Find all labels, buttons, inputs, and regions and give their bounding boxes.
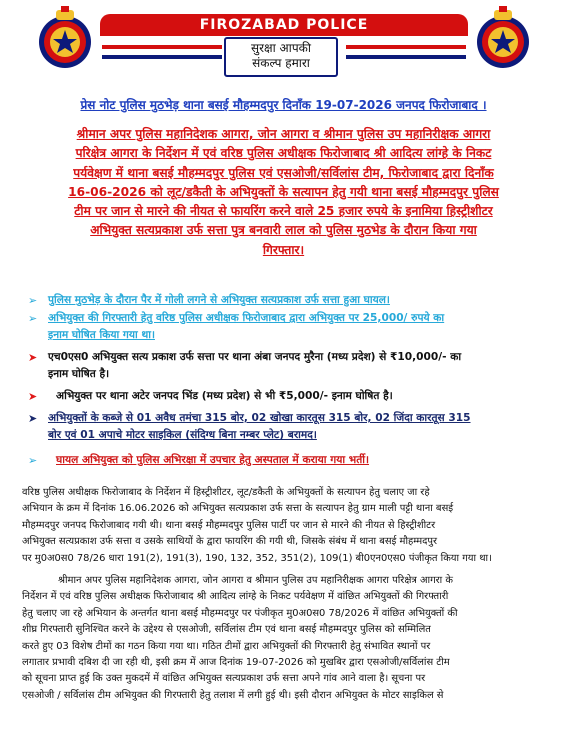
intro-line: टीम पर जान से मारने की नीयत से फायरिंग करने वाले 25 हजार रुपये के इनामिया हिस्ट्रीशीटर	[74, 204, 493, 219]
paragraph-line: अभियान के क्रम में दिनांक 16.06.2026 को अभियुक्त सत्यप्रकाश उर्फ सत्ता के सत्यापन हेतु ग्राम माली पट्टी थाना बसई	[22, 503, 454, 515]
bullet-item	[28, 388, 548, 405]
paragraph-line: एसओजी / सर्विलांस टीम अभियुक्त की गिरफ्तारी हेतु तलाश में लगी हुई थी। इसी दौरान अभियुक्त के मोटर साइकिल से	[22, 689, 444, 701]
bullet-line: अभियुक्त की गिरफ्तारी हेतु वरिष्ठ पुलिस अधीक्षक फिरोजाबाद द्वारा अभियुक्त पर 25,000/ रुपये का	[48, 312, 445, 324]
paragraph-line: पर मु0अ0स0 78/26 धारा 191(2), 191(3), 190, 132, 352, 351(2), 109(1) बी0एन0एस0 पंजीकृत किया गया था।	[22, 552, 492, 564]
header-banner	[34, 6, 534, 76]
arrow-bullet-icon: ➢	[28, 454, 38, 467]
body-paragraph-2	[22, 573, 545, 704]
bullet-line: अभियुक्त पर थाना अटेर जनपद भिंड (मध्य प्रदेश) से भी ₹5,000/- इनाम घोषित है।	[56, 390, 393, 402]
intro-line: पर्यवेक्षण में थाना बसई मौहम्मदपुर पुलिस एवं एसओजी/सर्विलांस टीम, फिरोजाबाद द्वारा दिनाँक	[73, 165, 494, 180]
org-name: FIROZABAD POLICE	[100, 14, 468, 36]
paragraph-line: मौहम्मदपुर जनपद फिरोजाबाद गयी थी। थाना बसई मौहम्मदपुर पुलिस पार्टी पर जान से मारने की नीयत से हिस्ट्रीशीटर	[22, 519, 436, 531]
arrow-bullet-icon: ➤	[28, 412, 38, 425]
arrow-bullet-icon: ➢	[28, 294, 38, 307]
bullet-item	[28, 410, 548, 444]
bullet-item	[28, 349, 548, 383]
bullet-item	[28, 310, 548, 344]
intro-line: 16-06-2026 को लूट/डकैती के अभियुक्तों के सत्यापन हेतु गयी थाना बसई मौहम्मदपुर पुलिस	[68, 184, 499, 199]
police-emblem-icon	[34, 6, 96, 74]
bullet-line: पुलिस मुठभेड़ के दौरान पैर में गोली लगने से अभियुक्त सत्यप्रकाश उर्फ सत्ता हुआ घायल।	[48, 294, 390, 306]
bullet-line: घायल अभियुक्त को पुलिस अभिरक्षा में उपचार हेतु अस्पताल में कराया गया भर्ती।	[56, 454, 370, 466]
paragraph-line: वरिष्ठ पुलिस अधीक्षक फिरोजाबाद के निर्देशन में हिस्ट्रीशीटर, लूट/डकैती के अभियुक्तों के सत्यापन हेतु चलाए जा रहे	[22, 487, 430, 498]
bullet-line: इनाम घोषित किया गया था।	[48, 329, 155, 341]
intro-summary	[22, 125, 545, 260]
bullet-line: इनाम घोषित है।	[48, 368, 110, 380]
bullet-line: अभियुक्तों के कब्जे से 01 अवैध तमंचा 315 बोर, 02 खोखा कारतूस 315 बोर, 02 जिंदा कारतूस 315	[48, 412, 471, 424]
paragraph-line: शीघ्र गिरफ्तारी सुनिश्चित करने के उद्देश्य से एसओजी, सर्विलांस टीम एवं थाना बसई मौहम्मदपुर पुलिस को सम्मिलित	[22, 624, 431, 636]
slogan-line-2: संकल्प हमारा	[252, 56, 310, 70]
intro-line: श्रीमान अपर पुलिस महानिदेशक आगरा, जोन आगरा व श्रीमान पुलिस उप महानिरीक्षक आगरा	[76, 127, 491, 141]
tricolor-stripe-right	[346, 37, 466, 73]
bullet-item	[28, 292, 548, 309]
arrow-bullet-icon: ➤	[28, 351, 38, 364]
paragraph-line: को सूचना प्राप्त हुई कि उक्त मुकदमें में वांछित अभियुक्त सत्यप्रकाश उर्फ सत्ता अपने गांव आने वाला है। सूचना पर	[22, 673, 426, 685]
slogan-line-1: सुरक्षा आपकी	[251, 41, 311, 55]
body-paragraph-1	[22, 485, 545, 567]
paragraph-line: करते हुए 03 विशेष टीमों का गठन किया गया था। गठित टीमों द्वारा अभियुक्तों की गिरफ्तारी हेतु संभावित स्थानों पर	[22, 640, 431, 652]
police-emblem-icon	[472, 6, 534, 74]
slogan	[224, 37, 338, 77]
bullet-line: एच0एस0 अभियुक्त सत्य प्रकाश उर्फ सत्ता पर थाना अंबा जनपद मुरैना (मध्य प्रदेश) से ₹10,000/- का	[48, 351, 462, 363]
arrow-bullet-icon: ➢	[28, 312, 38, 325]
paragraph-line: अभियुक्त सत्यप्रकाश उर्फ सत्ता व उसके साथियों के द्वारा फायरिंग की गयी थी, जिसके संबंध में थाना बसई मौहम्मदपुर	[22, 536, 437, 548]
press-note-title: प्रेस नोट पुलिस मुठभेड़ थाना बसई मौहम्मदपुर दिनाँक 19-07-2026 जनपद फिरोजाबाद ।	[80, 98, 487, 112]
intro-line: परिक्षेत्र आगरा के निर्देशन में एवं वरिष्ठ पुलिस अधीक्षक फिरोजाबाद श्री आदित्य लांग्हे के निकट	[75, 146, 492, 161]
paragraph-line: निर्देशन में एवं वरिष्ठ पुलिस अधीक्षक फिरोजाबाद श्री आदित्य लांग्हे के निकट पर्यवेक्षण में वांछित अभियुक्तों की गिरफ्तारी	[22, 591, 449, 603]
paragraph-line: लगातार प्रभावी दबिश दी जा रही थी, इसी क्रम में आज दिनांक 19-07-2026 को मुखबिर द्वारा एसओजी/सर्विलांस टीम	[22, 657, 450, 669]
tricolor-stripe-left	[102, 37, 222, 73]
paragraph-line: हेतु चलाए जा रहे अभियान के अन्तर्गत थाना बसई मौहम्मदपुर पर पंजीकृत मु0अ0स0 78/2026 में वांछित अभियुक्तों की	[22, 607, 458, 619]
bullet-line: बोर एवं 01 अपाचे मोटर साइकिल (संदिग्ध बिना नम्बर प्लेट) बरामद।	[48, 429, 317, 441]
paragraph-line: श्रीमान अपर पुलिस महानिदेशक आगरा, जोन आगरा व श्रीमान पुलिस उप महानिरीक्षक आगरा परिक्षेत्र आगरा के	[58, 575, 453, 586]
bullet-item	[28, 452, 548, 469]
intro-line: गिरफ्तार।	[262, 242, 305, 257]
intro-line: अभियुक्त सत्यप्रकाश उर्फ सत्ता पुत्र बनवारी लाल को पुलिस मुठभेड के दौरान किया गया	[90, 223, 477, 238]
arrow-bullet-icon: ➤	[28, 390, 38, 403]
